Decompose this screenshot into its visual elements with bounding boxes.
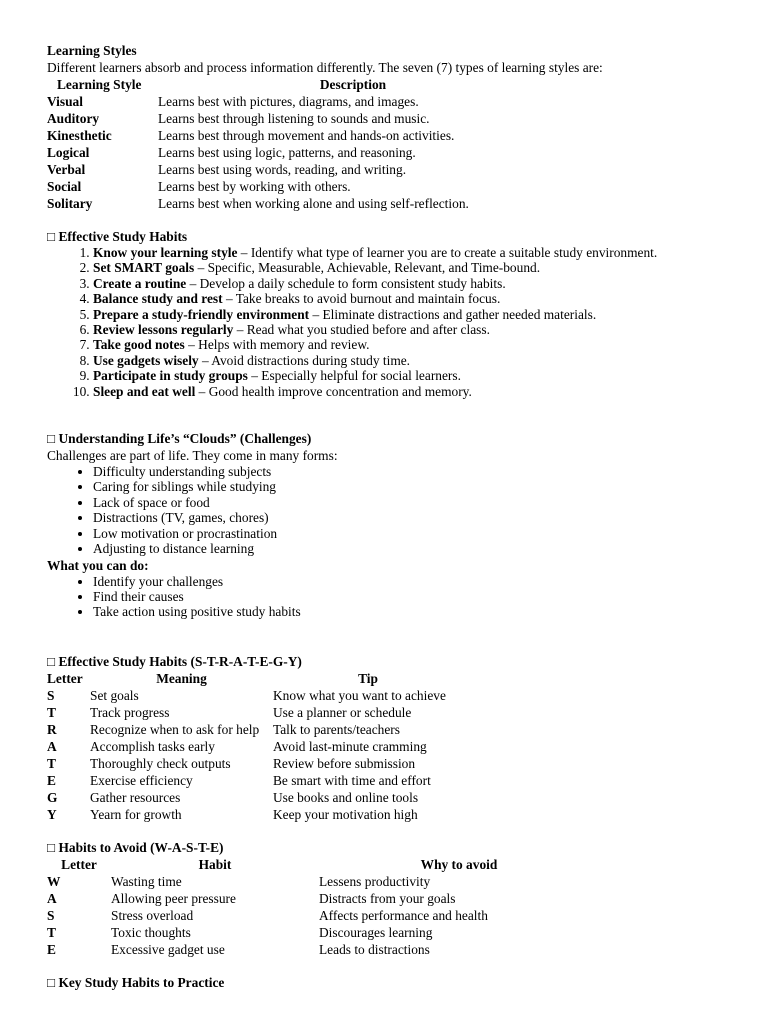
table-header: Letter	[47, 670, 83, 686]
style-name: Visual	[47, 94, 83, 109]
style-description: Learns best by working with others.	[158, 179, 351, 194]
what-you-can-do-title: What you can do:	[47, 557, 149, 573]
table-header: Meaning	[156, 670, 207, 686]
list-item: • Lack of space or food	[93, 495, 747, 510]
list-item: • Adjusting to distance learning	[93, 541, 747, 556]
table-row	[47, 110, 548, 127]
strategy-table	[47, 670, 463, 823]
style-name: Verbal	[47, 162, 86, 177]
table-row: T Thoroughly check outputs Review before submission	[47, 755, 416, 771]
list-item: 8. Use gadgets wisely – Avoid distractions during study time.	[93, 353, 747, 368]
table-row: G Gather resources Use books and online tools	[47, 789, 419, 805]
section-title-text: Key Study Habits to Practice	[58, 974, 225, 990]
section-title-text: Effective Study Habits (S-T-R-A-T-E-G-Y)	[58, 653, 302, 669]
box-icon: □	[47, 839, 56, 855]
waste-title	[47, 839, 747, 856]
strategy-title	[47, 653, 747, 670]
list-item: • Difficulty understanding subjects	[93, 464, 747, 479]
learning-styles-table	[47, 76, 548, 212]
list-item: • Take action using positive study habits	[93, 604, 747, 619]
style-name: Logical	[47, 145, 90, 160]
table-header: Letter	[61, 856, 97, 872]
style-name: Auditory	[47, 111, 100, 126]
style-description: Learns best using words, reading, and writing.	[158, 162, 407, 177]
list-item: 7. Take good notes – Helps with memory and review.	[93, 337, 747, 352]
style-name: Kinesthetic	[47, 128, 112, 143]
list-item: 10. Sleep and eat well – Good health improve concentration and memory.	[93, 384, 747, 399]
list-item: • Identify your challenges	[93, 574, 747, 589]
table-row	[47, 93, 548, 110]
table-row: E Excessive gadget use Leads to distractions	[47, 941, 430, 957]
section-title-text: Habits to Avoid (W-A-S-T-E)	[58, 839, 224, 855]
box-icon: □	[47, 653, 56, 669]
learning-styles-title: Learning Styles	[47, 43, 137, 58]
clouds-title	[47, 430, 747, 447]
list-item: • Caring for siblings while studying	[93, 479, 747, 494]
table-row	[47, 127, 548, 144]
list-item: 4. Balance study and rest – Take breaks to avoid burnout and maintain focus.	[93, 291, 747, 306]
style-description: Learns best when working alone and using self-reflection.	[158, 196, 469, 211]
table-row: A Allowing peer pressure Distracts from your goals	[47, 890, 456, 906]
table-header: Tip	[358, 670, 378, 686]
table-header: Why to avoid	[420, 856, 498, 872]
style-description: Learns best with pictures, diagrams, and images.	[158, 94, 419, 109]
table-row: T Track progress Use a planner or schedule	[47, 704, 412, 720]
section-title-text: Understanding Life’s “Clouds” (Challenges)	[58, 431, 312, 447]
table-row	[47, 195, 548, 212]
box-icon: □	[47, 974, 56, 990]
document-page	[47, 42, 747, 991]
style-description: Learns best through listening to sounds and music.	[158, 111, 430, 126]
table-row: S Set goals Know what you want to achieve	[47, 687, 446, 703]
style-description: Learns best through movement and hands-on activities.	[158, 128, 455, 143]
study-habits-title	[47, 228, 747, 245]
table-row: R Recognize when to ask for help Talk to parents/teachers	[47, 721, 400, 737]
list-item: 2. Set SMART goals – Specific, Measurable, Achievable, Relevant, and Time-bound.	[93, 260, 747, 275]
clouds-intro: Challenges are part of life. They come in many forms:	[47, 448, 338, 464]
list-item: • Low motivation or procrastination	[93, 526, 747, 541]
table-row	[47, 144, 548, 161]
table-header: Habit	[198, 856, 232, 872]
table-row: W Wasting time Lessens productivity	[47, 873, 431, 889]
list-item: • Find their causes	[93, 589, 747, 604]
table-row: E Exercise efficiency Be smart with time and effort	[47, 772, 431, 788]
style-name: Solitary	[47, 196, 93, 211]
table-row: Y Yearn for growth Keep your motivation high	[47, 806, 418, 822]
style-description: Learns best using logic, patterns, and reasoning.	[158, 145, 416, 160]
list-item: 5. Prepare a study-friendly environment – Eliminate distractions and gather needed materials.	[93, 307, 747, 322]
study-habits-list	[47, 245, 747, 399]
table-header: Learning Style	[57, 77, 142, 92]
actions-list	[47, 574, 747, 620]
waste-table	[47, 856, 599, 958]
key-habits-title	[47, 974, 747, 991]
box-icon: □	[47, 431, 56, 447]
list-item: 9. Participate in study groups – Especially helpful for social learners.	[93, 368, 747, 383]
table-row	[47, 178, 548, 195]
style-name: Social	[47, 179, 82, 194]
list-item: • Distractions (TV, games, chores)	[93, 510, 747, 525]
table-row	[47, 161, 548, 178]
table-row: A Accomplish tasks early Avoid last-minute cramming	[47, 738, 427, 754]
table-header: Description	[319, 77, 387, 92]
list-item: 6. Review lessons regularly – Read what you studied before and after class.	[93, 322, 747, 337]
table-row: T Toxic thoughts Discourages learning	[47, 924, 433, 940]
table-row: S Stress overload Affects performance and health	[47, 907, 488, 923]
learning-styles-intro: Different learners absorb and process information differently. The seven (7) types of learning styles are:	[47, 60, 603, 75]
section-title-text: Effective Study Habits	[58, 229, 188, 244]
list-item: 3. Create a routine – Develop a daily schedule to form consistent study habits.	[93, 276, 747, 291]
challenges-list	[47, 464, 747, 556]
box-icon: □	[47, 229, 56, 244]
list-item: 1. Know your learning style – Identify what type of learner you are to create a suitable study environment.	[93, 245, 747, 260]
